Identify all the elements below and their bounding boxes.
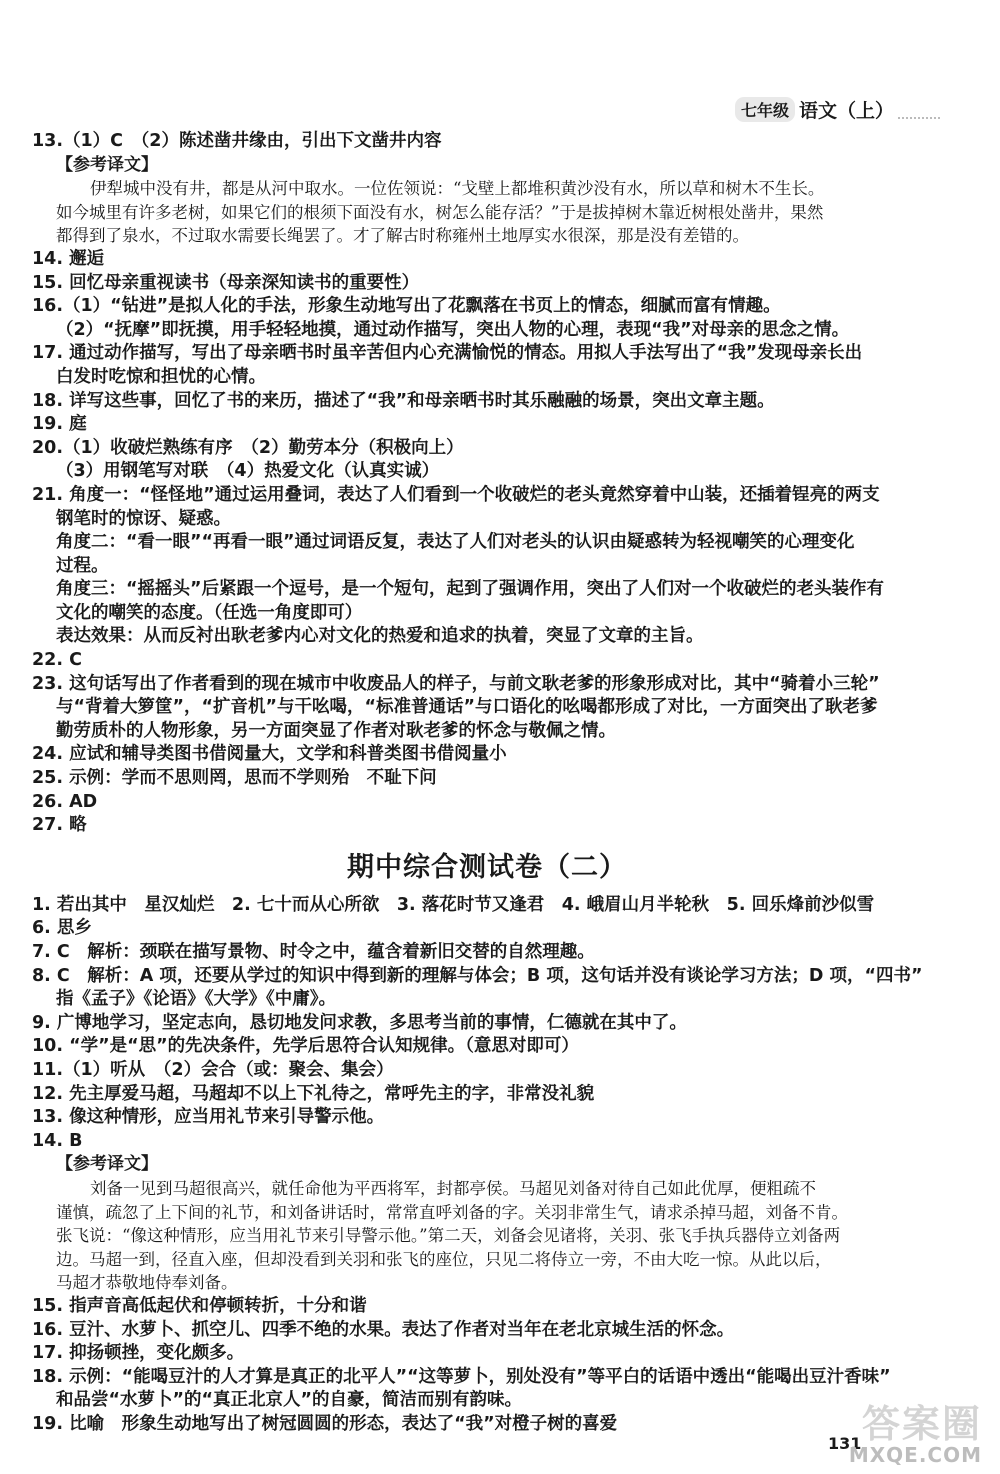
running-header bbox=[735, 96, 940, 123]
answer-line: 16. 豆汁、水萝卜、抓空儿、四季不绝的水果。表达了作者对当年在老北京城生活的怀念。 bbox=[32, 1319, 735, 1340]
answer-line: 13. 像这种情形，应当用礼节来引导警示他。 bbox=[32, 1107, 385, 1128]
answer-line: 白发时吃惊和担忧的心情。 bbox=[56, 366, 266, 387]
answer-line: 16.（1）“钻进”是拟人化的手法，形象生动地写出了花飘落在书页上的情态，细腻而富有情趣。 bbox=[32, 296, 781, 317]
answer-line: 8. C 解析：A 项，还要从学过的知识中得到新的理解与体会；B 项，这句话并没有谈论学习方法；D 项，“四书” bbox=[32, 965, 923, 986]
translation-line: 马超才恭敬地侍奉刘备。 bbox=[56, 1273, 238, 1293]
answer-line: 9. 广博地学习，坚定志向，恳切地发问求教，多思考当前的事情，仁德就在其中了。 bbox=[32, 1012, 687, 1033]
answer-line: 21. 角度一：“怪怪地”通过运用叠词，表达了人们看到一个收破烂的老头竟然穿着中山装，还插着锃亮的两支 bbox=[32, 484, 880, 505]
answer-line: 钢笔时的惊讶、疑惑。 bbox=[56, 508, 231, 529]
answer-line: 25. 示例：学而不思则罔，思而不学则殆 不耻下问 bbox=[32, 768, 437, 789]
answer-line: 12. 先主厚爱马超，马超却不以上下礼待之，常呼先主的字，非常没礼貌 bbox=[32, 1083, 595, 1104]
translation-line: 谨慎，疏忽了上下间的礼节，和刘备讲话时，常常直呼刘备的字。关羽非常生气，请求杀掉马超，刘备不肯。 bbox=[56, 1202, 848, 1222]
answer-line: 24. 应试和辅导类图书借阅量大，文学和科普类图书借阅量小 bbox=[32, 744, 507, 765]
section-title: 期中综合测试卷（二） bbox=[347, 851, 627, 883]
answer-line: 17. 抑扬顿挫，变化颇多。 bbox=[32, 1343, 245, 1364]
translation-line: 伊犁城中没有井，都是从河中取水。一位佐领说：“戈壁上都堆积黄沙没有水，所以草和树木不生长。 bbox=[90, 179, 825, 199]
translation-line: 刘备一见到马超很高兴，就任命他为平西将军，封都亭侯。马超见刘备对待自己如此优厚，便粗疏不 bbox=[90, 1178, 816, 1198]
translation-line: 如今城里有许多老树，如果它们的根须下面没有水，树怎么能存活？”于是拔掉树木靠近树根处凿井，果然 bbox=[56, 202, 824, 222]
answer-line: 19. 比喻 形象生动地写出了树冠圆圆的形态，表达了“我”对橙子树的喜爱 bbox=[32, 1413, 618, 1434]
answer-line: 勤劳质朴的人物形象，另一方面突显了作者对耿老爹的怀念与敬佩之情。 bbox=[56, 720, 616, 741]
page-number: 131 bbox=[828, 1434, 862, 1453]
answer-line: （3）用钢笔写对联 （4）热爱文化（认真实诚） bbox=[56, 461, 440, 482]
answer-line: 14. B bbox=[32, 1130, 83, 1151]
decoration-icon bbox=[898, 101, 940, 119]
answer-line: 指《孟子》《论语》《大学》《中庸》。 bbox=[56, 989, 336, 1010]
answer-line: 26. AD bbox=[32, 791, 98, 812]
answer-line: 15. 指声音高低起伏和停顿转折，十分和谐 bbox=[32, 1295, 367, 1316]
answer-line: 1. 若出其中 星汉灿烂 2. 七十而从心所欲 3. 落花时节又逢君 4. 峨眉山月半轮秋 5. 回乐烽前沙似雪 bbox=[32, 894, 875, 915]
translation-heading: 【参考译文】 bbox=[56, 154, 158, 175]
answer-line: 7. C 解析：颈联在描写景物、时令之中，蕴含着新旧交替的自然理趣。 bbox=[32, 942, 595, 962]
answer-line: 18. 示例：“能喝豆汁的人才算是真正的北平人”“这等萝卜，别处没有”等平白的话语中透出“能喝出豆汁香味” bbox=[32, 1366, 891, 1387]
translation-line: 边。马超一到，径直入座，但却没看到关羽和张飞的座位，只见二将侍立一旁，不由大吃一惊。从此以后， bbox=[56, 1249, 832, 1269]
answer-line: （2）“抚摩”即抚摸，用手轻轻地摸，通过动作描写，突出人物的心理，表现“我”对母亲的思念之情。 bbox=[56, 319, 850, 340]
watermark-url: MXQE.COM bbox=[848, 1443, 982, 1467]
answer-line: 与“背着大箩筐”，“扩音机”与干吆喝，“标准普通话”与口语化的吆喝都形成了对比，一方面突出了耿老爹 bbox=[56, 697, 878, 718]
watermark bbox=[849, 1404, 982, 1466]
watermark-logo: 答案圈 bbox=[861, 1402, 982, 1446]
answer-line: 17. 通过动作描写，写出了母亲晒书时虽辛苦但内心充满愉悦的情态。用拟人手法写出了“我”发现母亲长出 bbox=[32, 343, 863, 364]
answer-line: 和品尝“水萝卜”的“真正北京人”的自豪，简洁而别有韵味。 bbox=[56, 1390, 523, 1411]
answer-line: 角度三：“摇摇头”后紧跟一个逗号，是一个短句，起到了强调作用，突出了人们对一个收破烂的老头装作有 bbox=[56, 579, 884, 600]
translation-heading: 【参考译文】 bbox=[56, 1154, 158, 1175]
answer-line: 表达效果：从而反衬出耿老爹内心对文化的热爱和追求的执着，突显了文章的主旨。 bbox=[56, 626, 704, 647]
answer-line: 文化的嘲笑的态度。（任选一角度即可） bbox=[56, 602, 363, 623]
answer-line: 11.（1）听从 （2）会合（或：聚会、集会） bbox=[32, 1059, 394, 1080]
answer-line: 14. 邂逅 bbox=[32, 248, 105, 269]
answer-line: 过程。 bbox=[56, 555, 109, 576]
answer-line: 13.（1）C （2）陈述凿井缘由，引出下文凿井内容 bbox=[32, 131, 442, 151]
answer-line: 15. 回忆母亲重视读书（母亲深知读书的重要性） bbox=[32, 272, 420, 293]
answer-line: 20.（1）收破烂熟练有序 （2）勤劳本分（积极向上） bbox=[32, 437, 464, 458]
translation-line: 都得到了泉水，不过取水需要长绳罢了。才了解古时称雍州土地厚实水很深，那是没有差错的。 bbox=[56, 226, 749, 246]
answer-line: 27. 略 bbox=[32, 815, 87, 836]
grade-badge: 七年级 bbox=[735, 97, 795, 122]
answer-line: 22. C bbox=[32, 650, 82, 671]
answer-line: 10. “学”是“思”的先决条件，先学后思符合认知规律。（意思对即可） bbox=[32, 1036, 579, 1057]
answer-line: 18. 详写这些事，回忆了书的来历，描述了“我”和母亲晒书时其乐融融的场景，突出文章主题。 bbox=[32, 390, 775, 411]
translation-line: 张飞说：“像这种情形，应当用礼节来引导警示他。”第二天，刘备会见诸将，关羽、张飞手执兵器侍立刘备两 bbox=[56, 1226, 841, 1246]
answer-line: 23. 这句话写出了作者看到的现在城市中收废品人的样子，与前文耿老爹的形象形成对比，其中“骑着小三轮” bbox=[32, 673, 880, 694]
subject-title: 语文（上） bbox=[798, 100, 894, 122]
answer-content bbox=[32, 130, 942, 1436]
answer-line: 6. 思乡 bbox=[32, 918, 92, 939]
answer-line: 角度二：“看一眼”“再看一眼”通过词语反复，表达了人们对老头的认识由疑惑转为轻视嘲笑的心理变化 bbox=[56, 532, 855, 553]
answer-line: 19. 庭 bbox=[32, 414, 87, 435]
